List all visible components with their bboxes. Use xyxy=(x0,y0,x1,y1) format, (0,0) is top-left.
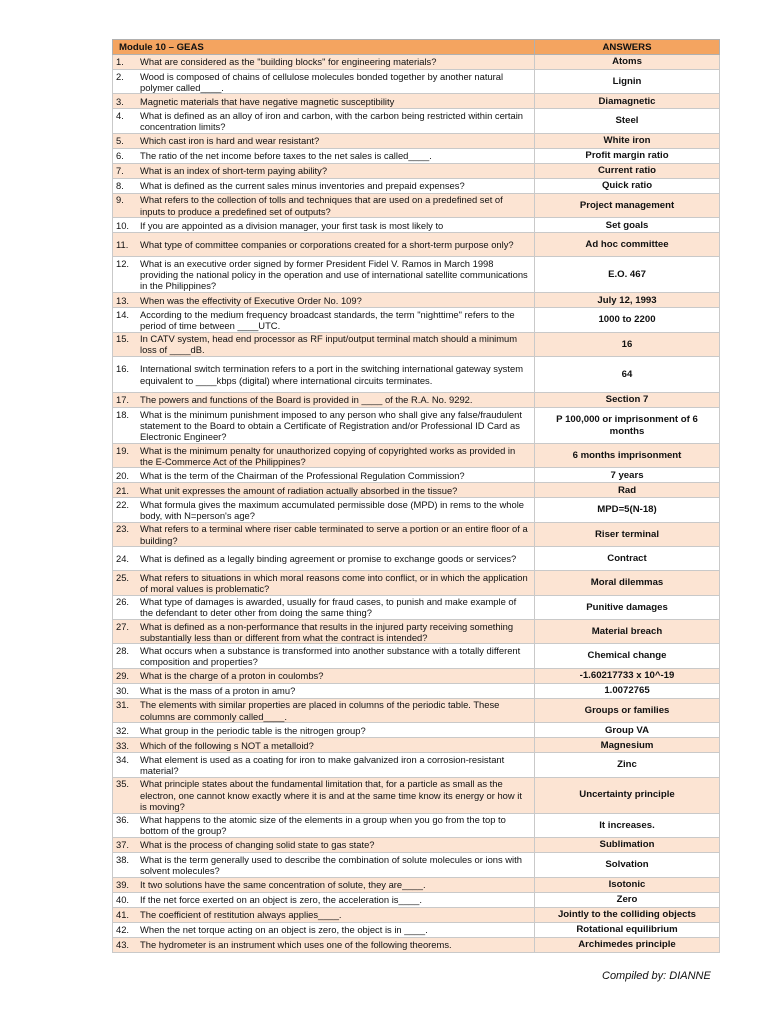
answer-text: Archimedes principle xyxy=(578,938,676,950)
question-text: Which of the following s NOT a metalloid? xyxy=(140,739,314,751)
question-cell xyxy=(113,877,535,892)
question-number: 33. xyxy=(116,739,130,751)
answer-text: 1.0072765 xyxy=(604,685,650,697)
question-cell xyxy=(113,644,535,668)
answer-text: Atoms xyxy=(612,56,642,68)
answer-text: MPD=5(N-18) xyxy=(597,504,657,516)
table-row xyxy=(113,332,720,356)
table-row xyxy=(113,257,720,293)
table-row xyxy=(113,571,720,595)
table-row xyxy=(113,468,720,483)
question-cell xyxy=(113,838,535,853)
question-number: 23. xyxy=(116,523,130,535)
answer-cell xyxy=(535,644,720,668)
answer-text: July 12, 1993 xyxy=(597,294,657,306)
answer-text: White iron xyxy=(603,135,651,147)
question-number: 30. xyxy=(116,685,130,697)
table-row xyxy=(113,109,720,133)
question-text: In CATV system, head end processor as RF input/output terminal match should a minimum loss of ____dB. xyxy=(140,333,518,356)
table-row xyxy=(113,813,720,837)
question-cell xyxy=(113,257,535,293)
question-number: 39. xyxy=(116,878,130,890)
question-cell xyxy=(113,698,535,722)
question-cell xyxy=(113,444,535,468)
table-row xyxy=(113,877,720,892)
question-text: If you are appointed as a division manager, your first task is most likely to xyxy=(140,219,444,231)
answer-cell xyxy=(535,620,720,644)
question-cell xyxy=(113,498,535,522)
answer-cell xyxy=(535,877,720,892)
question-number: 17. xyxy=(116,394,130,406)
question-cell xyxy=(113,571,535,595)
question-text: What type of committee companies or corporations created for a short-term purpose only? xyxy=(140,239,514,251)
question-number: 40. xyxy=(116,893,130,905)
table-row xyxy=(113,70,720,94)
answer-cell xyxy=(535,94,720,109)
question-cell xyxy=(113,55,535,70)
answer-cell xyxy=(535,777,720,813)
answer-cell xyxy=(535,308,720,332)
question-number: 42. xyxy=(116,923,130,935)
answer-cell xyxy=(535,218,720,233)
question-text: What is the mass of a proton in amu? xyxy=(140,685,296,697)
question-text: What principle states about the fundamental limitation that, for a particle as small as the electron, one cannot know exactly where it is and at the same time know its energy or how it is moving? xyxy=(140,778,522,812)
answer-text: Quick ratio xyxy=(601,180,653,192)
question-cell xyxy=(113,777,535,813)
question-text: It two solutions have the same concentration of solute, they are____. xyxy=(140,878,426,890)
question-number: 26. xyxy=(116,596,130,608)
question-number: 41. xyxy=(116,908,130,920)
answer-cell xyxy=(535,813,720,837)
table-row xyxy=(113,892,720,907)
answer-text: Profit margin ratio xyxy=(585,150,669,162)
table-row xyxy=(113,233,720,257)
question-cell xyxy=(113,178,535,193)
answer-text: Material breach xyxy=(591,626,663,638)
question-number: 11. xyxy=(116,239,129,251)
question-text: What is defined as a non-performance that results in the injured party receiving something substantially less than or different from what the contract is intended? xyxy=(140,620,514,643)
table-row xyxy=(113,644,720,668)
answer-cell xyxy=(535,838,720,853)
question-text: What type of damages is awarded, usually for fraud cases, to punish and make example of the defendant to deter other from doing the same thing? xyxy=(140,596,517,619)
answer-cell xyxy=(535,937,720,952)
question-text: What is the term generally used to describe the combination of solute molecules or ions with solvent molecules? xyxy=(140,853,522,876)
answer-cell xyxy=(535,683,720,698)
question-cell xyxy=(113,522,535,546)
answer-cell xyxy=(535,193,720,217)
question-number: 29. xyxy=(116,670,130,682)
answer-cell xyxy=(535,357,720,393)
question-number: 7. xyxy=(116,165,124,177)
question-number: 22. xyxy=(116,498,130,510)
answer-cell xyxy=(535,907,720,922)
question-number: 34. xyxy=(116,753,130,765)
table-row xyxy=(113,94,720,109)
table-row xyxy=(113,853,720,877)
table-row xyxy=(113,698,720,722)
question-cell xyxy=(113,133,535,148)
question-cell xyxy=(113,483,535,498)
answer-text: Jointly to the colliding objects xyxy=(557,908,697,920)
question-text: What is the minimum penalty for unauthorized copying of copyrighted works as provided in the E-Commerce Act of the Philippines? xyxy=(140,444,516,467)
question-number: 3. xyxy=(116,95,124,107)
answer-text: P 100,000 or imprisonment of 6 months xyxy=(556,414,698,437)
table-row xyxy=(113,668,720,683)
question-text: The coefficient of restitution always applies____. xyxy=(140,908,342,920)
question-number: 14. xyxy=(116,308,130,320)
question-cell xyxy=(113,393,535,408)
table-row xyxy=(113,738,720,753)
answer-cell xyxy=(535,133,720,148)
table-row xyxy=(113,308,720,332)
answer-text: 64 xyxy=(621,368,633,380)
question-text: Wood is composed of chains of cellulose molecules bonded together by another natural polymer called____. xyxy=(140,70,504,93)
answer-cell xyxy=(535,522,720,546)
answer-text: 16 xyxy=(621,338,633,350)
answer-cell xyxy=(535,148,720,163)
answer-cell xyxy=(535,163,720,178)
table-row xyxy=(113,178,720,193)
answer-cell xyxy=(535,892,720,907)
answer-cell xyxy=(535,738,720,753)
question-cell xyxy=(113,233,535,257)
answer-cell xyxy=(535,595,720,619)
answer-text: It increases. xyxy=(599,819,655,831)
answer-cell xyxy=(535,233,720,257)
answer-text: Ad hoc committee xyxy=(585,239,669,251)
answer-text: 6 months imprisonment xyxy=(572,450,682,462)
question-cell xyxy=(113,293,535,308)
question-text: What refers to the collection of tolls and techniques that are used on a predefined set of inputs to produce a predefined set of outputs? xyxy=(140,194,503,217)
module-title-cell xyxy=(113,40,535,55)
table-row xyxy=(113,498,720,522)
answer-text: Solvation xyxy=(605,859,649,871)
answer-cell xyxy=(535,723,720,738)
table-row xyxy=(113,838,720,853)
question-number: 27. xyxy=(116,620,130,632)
answer-cell xyxy=(535,498,720,522)
answer-cell xyxy=(535,571,720,595)
answer-text: E.O. 467 xyxy=(608,269,646,281)
question-cell xyxy=(113,738,535,753)
question-text: What refers to a terminal where riser cable terminated to serve a portion or an entire floor of a building? xyxy=(140,523,528,546)
question-cell xyxy=(113,723,535,738)
answer-cell xyxy=(535,483,720,498)
answer-cell xyxy=(535,547,720,571)
table-row xyxy=(113,483,720,498)
question-text: What is an index of short-term paying ability? xyxy=(140,165,328,177)
answer-text: Rad xyxy=(617,484,637,496)
table-row xyxy=(113,408,720,444)
question-number: 20. xyxy=(116,469,130,481)
table-row xyxy=(113,777,720,813)
table-row xyxy=(113,293,720,308)
question-cell xyxy=(113,308,535,332)
answer-cell xyxy=(535,293,720,308)
question-number: 28. xyxy=(116,644,130,656)
question-text: The ratio of the net income before taxes to the net sales is called____. xyxy=(140,150,432,162)
question-cell xyxy=(113,668,535,683)
question-cell xyxy=(113,813,535,837)
question-text: What group in the periodic table is the nitrogen group? xyxy=(140,724,366,736)
answer-text: Contract xyxy=(607,553,647,565)
question-cell xyxy=(113,70,535,94)
question-cell xyxy=(113,683,535,698)
question-text: What formula gives the maximum accumulated permissible dose (MPD) in rems to the whole body, with N=person's age? xyxy=(140,498,524,522)
question-cell xyxy=(113,94,535,109)
question-text: What element is used as a coating for iron to make galvanized iron a corrosion-resistant material? xyxy=(140,753,505,776)
question-number: 2. xyxy=(116,70,124,82)
question-text: The elements with similar properties are placed in columns of the periodic table. These columns are commonly called____. xyxy=(140,699,500,722)
table-row xyxy=(113,683,720,698)
answer-text: Current ratio xyxy=(597,165,657,177)
question-number: 25. xyxy=(116,571,130,583)
question-cell xyxy=(113,753,535,777)
answer-cell xyxy=(535,55,720,70)
answer-cell xyxy=(535,332,720,356)
question-text: If the net force exerted on an object is zero, the acceleration is____. xyxy=(140,893,422,905)
answer-text: Groups or families xyxy=(584,704,670,716)
question-cell xyxy=(113,922,535,937)
question-cell xyxy=(113,357,535,393)
answers-header-cell xyxy=(535,40,720,55)
question-number: 10. xyxy=(116,219,130,231)
question-number: 24. xyxy=(116,553,130,565)
answer-text: Diamagnetic xyxy=(598,95,656,107)
answer-text: 1000 to 2200 xyxy=(598,314,656,326)
table-row xyxy=(113,357,720,393)
question-text: When the net torque acting on an object is zero, the object is in ____. xyxy=(140,923,428,935)
table-row xyxy=(113,937,720,952)
question-text: What are considered as the "building blocks" for engineering materials? xyxy=(140,56,437,68)
question-number: 21. xyxy=(116,484,130,496)
question-number: 18. xyxy=(116,408,130,420)
question-number: 43. xyxy=(116,938,130,950)
table-row xyxy=(113,393,720,408)
question-text: Magnetic materials that have negative magnetic susceptibility xyxy=(140,95,395,107)
answer-cell xyxy=(535,393,720,408)
question-cell xyxy=(113,907,535,922)
question-cell xyxy=(113,853,535,877)
question-number: 13. xyxy=(116,294,130,306)
answer-text: Punitive damages xyxy=(586,601,668,613)
question-text: What occurs when a substance is transformed into another substance with a totally different composition and properties? xyxy=(140,644,521,668)
table-row xyxy=(113,148,720,163)
answer-text: Magnesium xyxy=(600,739,654,751)
answer-cell xyxy=(535,257,720,293)
question-text: What is an executive order signed by former President Fidel V. Ramos in March 1998 providing the national policy in the operation and use of international satellite communications in the Philippines? xyxy=(140,257,528,292)
compiled-by-footer: Compiled by: DIANNE xyxy=(602,970,711,982)
question-cell xyxy=(113,547,535,571)
table-row xyxy=(113,522,720,546)
answer-cell xyxy=(535,109,720,133)
question-text: What refers to situations in which moral reasons come into conflict, or in which the application of moral values is problematic? xyxy=(140,571,528,594)
question-text: International switch termination refers to a port in the switching international gateway system equivalent to ____kbps (digital) where international circuits terminates. xyxy=(140,363,524,386)
question-number: 6. xyxy=(116,150,124,162)
table-row xyxy=(113,922,720,937)
question-number: 15. xyxy=(116,333,130,345)
question-number: 36. xyxy=(116,814,130,826)
question-cell xyxy=(113,193,535,217)
table-row xyxy=(113,193,720,217)
qa-table xyxy=(112,39,720,953)
question-number: 16. xyxy=(116,363,130,375)
question-text: What is the term of the Chairman of the Professional Regulation Commission? xyxy=(140,469,465,481)
table-row xyxy=(113,595,720,619)
question-number: 35. xyxy=(116,778,130,790)
answer-text: Project management xyxy=(579,199,675,211)
answer-text: Uncertainty principle xyxy=(579,789,675,801)
answer-text: -1.60217733 x 10^-19 xyxy=(579,670,675,682)
question-text: What happens to the atomic size of the elements in a group when you go from the top to bottom of the group? xyxy=(140,814,506,837)
question-cell xyxy=(113,163,535,178)
question-text: What is defined as the current sales minus inventories and prepaid expenses? xyxy=(140,180,465,192)
answers-header: ANSWERS xyxy=(602,41,652,53)
table-row xyxy=(113,133,720,148)
question-cell xyxy=(113,148,535,163)
question-number: 12. xyxy=(116,257,130,269)
question-cell xyxy=(113,892,535,907)
question-number: 9. xyxy=(116,194,124,206)
answer-text: Moral dilemmas xyxy=(590,577,664,589)
answer-cell xyxy=(535,668,720,683)
answer-text: Sublimation xyxy=(599,839,655,851)
question-text: The hydrometer is an instrument which uses one of the following theorems. xyxy=(140,938,452,950)
question-number: 1. xyxy=(116,56,124,68)
table-row xyxy=(113,723,720,738)
question-number: 4. xyxy=(116,109,124,121)
module-title: Module 10 – GEAS xyxy=(119,41,204,53)
table-row xyxy=(113,218,720,233)
question-number: 8. xyxy=(116,180,124,192)
table-row xyxy=(113,547,720,571)
question-text: Which cast iron is hard and wear resistant? xyxy=(140,135,320,147)
table-row xyxy=(113,163,720,178)
answer-text: Zinc xyxy=(617,759,637,771)
answer-text: Zero xyxy=(616,893,638,905)
table-row xyxy=(113,753,720,777)
answer-text: Set goals xyxy=(605,219,649,231)
question-text: What is the minimum punishment imposed to any person who shall give any false/fraudulent statement to the Board to obtain a Certificate of Registration and/or Professional ID Card as Electronic Engineer? xyxy=(140,408,522,443)
question-text: What is the process of changing solid state to gas state? xyxy=(140,839,375,851)
answer-text: 7 years xyxy=(610,469,644,481)
answer-cell xyxy=(535,853,720,877)
answer-text: Lignin xyxy=(612,76,642,87)
answer-cell xyxy=(535,444,720,468)
question-cell xyxy=(113,595,535,619)
answer-text: Isotonic xyxy=(608,878,646,890)
question-text: What unit expresses the amount of radiation actually absorbed in the tissue? xyxy=(140,484,458,496)
answer-text: Section 7 xyxy=(605,394,649,406)
table-header-row xyxy=(113,40,720,55)
question-text: What is the charge of a proton in coulombs? xyxy=(140,670,324,682)
question-number: 5. xyxy=(116,135,124,147)
answer-cell xyxy=(535,922,720,937)
question-cell xyxy=(113,468,535,483)
answer-text: Steel xyxy=(615,115,639,127)
answer-text: Rotational equilibrium xyxy=(576,923,678,935)
answer-cell xyxy=(535,753,720,777)
table-row xyxy=(113,444,720,468)
question-text: The powers and functions of the Board is provided in ____ of the R.A. No. 9292. xyxy=(140,394,473,406)
answer-cell xyxy=(535,698,720,722)
answer-cell xyxy=(535,408,720,444)
answer-text: Group VA xyxy=(604,724,650,736)
answer-text: Chemical change xyxy=(587,650,667,662)
question-cell xyxy=(113,937,535,952)
question-cell xyxy=(113,408,535,444)
question-text: When was the effectivity of Executive Order No. 109? xyxy=(140,294,362,306)
question-text: What is defined as a legally binding agreement or promise to exchange goods or services? xyxy=(140,553,517,565)
answer-text: Riser terminal xyxy=(595,528,659,540)
question-text: According to the medium frequency broadcast standards, the term "nighttime" refers to the period of time between ____UTC. xyxy=(140,308,515,331)
answer-cell xyxy=(535,178,720,193)
answer-cell xyxy=(535,70,720,94)
question-cell xyxy=(113,109,535,133)
question-cell xyxy=(113,620,535,644)
table-row xyxy=(113,55,720,70)
question-number: 19. xyxy=(116,444,130,456)
question-cell xyxy=(113,332,535,356)
answer-cell xyxy=(535,468,720,483)
question-number: 31. xyxy=(116,699,130,711)
question-cell xyxy=(113,218,535,233)
table-row xyxy=(113,620,720,644)
question-text: What is defined as an alloy of iron and carbon, with the carbon being restricted within certain concentration limits? xyxy=(140,109,524,133)
question-number: 37. xyxy=(116,839,130,851)
table-row xyxy=(113,907,720,922)
question-number: 32. xyxy=(116,724,130,736)
question-number: 38. xyxy=(116,853,130,865)
